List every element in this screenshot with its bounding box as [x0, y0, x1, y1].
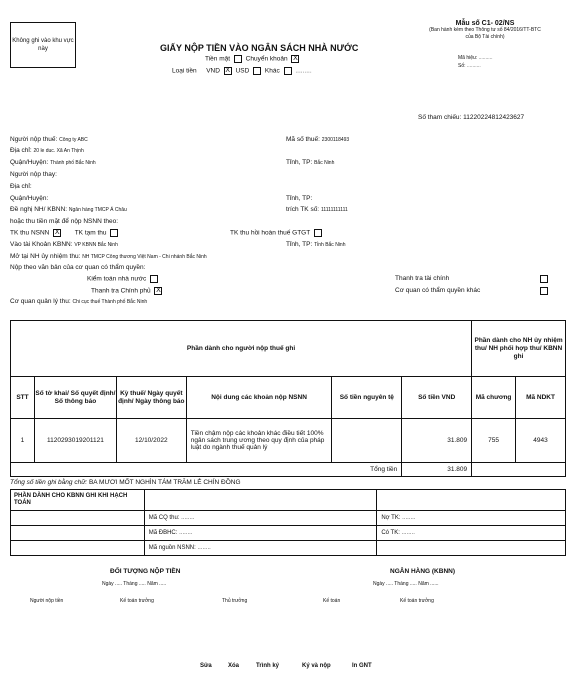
collecting-bank-value: NH TMCP Công thương Việt Nam - Chi nhánh Bắc Ninh	[82, 254, 207, 260]
thanh-tra-cp-label: Thanh tra Chính phủ	[91, 287, 151, 295]
payer-name-row	[10, 136, 88, 143]
sign-accountant: Kế toán	[323, 598, 341, 604]
kbnn-blank	[11, 541, 145, 556]
col-header: Số tiền nguyên tệ	[332, 377, 402, 419]
chuyen-khoan-label: Chuyển khoản	[245, 55, 288, 63]
form-note: (Ban hành kèm theo Thông tư số 84/2016/TT-BTC của Bộ Tài chính)	[429, 27, 541, 40]
collecting-bank-label: Mở tại NH ủy nhiệm thu:	[10, 253, 81, 260]
col-header: Số tiền VND	[402, 377, 472, 419]
khac-checkbox[interactable]	[284, 67, 292, 75]
proxy-province-label: Tỉnh, TP:	[286, 195, 313, 202]
ma-hieu: Mã hiệu: ..........	[458, 55, 493, 61]
province-label: Tỉnh, TP:	[286, 159, 313, 166]
proxy-province-row	[286, 195, 312, 202]
bank-date: Ngày ..... Tháng ..... Năm ......	[373, 581, 439, 587]
district-label: Quận/Huyện:	[10, 159, 49, 166]
thanh-tra-tc-checkbox[interactable]	[540, 275, 548, 283]
tien-mat-label: Tiền mặt	[205, 55, 231, 63]
payer-name-label: Người nộp thuế:	[10, 136, 58, 143]
treasury-account-value: VP KBNN Bắc Ninh	[74, 242, 118, 248]
usd-checkbox[interactable]	[253, 67, 261, 75]
district-row	[10, 159, 96, 166]
amount-in-words-label: Tổng số tiền ghi bằng chữ:	[10, 479, 88, 486]
thanh-tra-cp-row	[91, 287, 164, 295]
ma-cq-thu-label: Mã CQ thu:	[148, 515, 180, 521]
cell-ndkt: 4943	[516, 419, 566, 463]
thanh-tra-tc-row	[395, 275, 449, 282]
vnd-checkbox[interactable]: X	[225, 67, 231, 74]
bank-signature-title: NGÂN HÀNG (KBNN)	[390, 568, 455, 575]
proxy-address-label: Địa chỉ:	[10, 183, 32, 190]
tax-code-row	[286, 136, 349, 143]
reference-value: 11220224812423627	[463, 114, 525, 121]
kbnn-blank	[377, 541, 566, 556]
tk-hoan-checkbox[interactable]	[314, 229, 322, 237]
kbnn-blank	[377, 490, 566, 511]
amount-in-words-value: BA MƯƠI MỐT NGHÌN TÁM TRĂM LẺ CHÍN ĐỒNG	[88, 479, 241, 486]
tax-code-value: 2300118493	[321, 137, 350, 143]
submit-for-sign-button[interactable]: Trình ký	[256, 663, 280, 669]
co-quan-khac-label: Cơ quan có thẩm quyền khác	[395, 287, 481, 294]
kiem-toan-checkbox[interactable]	[150, 275, 158, 283]
ma-hieu-label: Mã hiệu:	[458, 55, 478, 61]
no-record-box	[10, 22, 76, 68]
col-header: Số tờ khai/ Số quyết định/ Số thông báo	[34, 377, 116, 419]
payer-section-header: Phần dành cho người nộp thuế ghi	[11, 321, 472, 377]
col-header: Nội dung các khoản nộp NSNN	[186, 377, 332, 419]
co-quan-khac-checkbox[interactable]	[540, 287, 548, 295]
tk-tam-thu-checkbox[interactable]	[110, 229, 118, 237]
account-debit-label: trích TK số:	[286, 206, 320, 213]
table-row	[11, 419, 566, 463]
loai-tien-label: Loại tiền	[172, 67, 197, 75]
payer-name-value: Công ty ABC	[59, 137, 88, 143]
proxy-district-row	[10, 195, 48, 202]
ma-dbhc-label: Mã ĐBHC:	[148, 530, 178, 536]
tk-tam-thu-label: TK tạm thu	[74, 229, 107, 237]
payment-method-row	[205, 55, 301, 63]
reference-label: Số tham chiếu:	[418, 114, 462, 121]
proxy-payer-row	[10, 171, 57, 178]
address-value: 20 le duc. Xã An Thịnh	[33, 148, 84, 154]
proxy-district-label: Quận/Huyện:	[10, 195, 49, 202]
sign-and-submit-button[interactable]: Ký và nộp	[302, 663, 331, 669]
form-title: GIẤY NỘP TIỀN VÀO NGÂN SÁCH NHÀ NƯỚC	[160, 43, 359, 53]
cell-period: 12/10/2022	[116, 419, 186, 463]
bank-section-header: Phần dành cho NH ủy nhiệm thu/ NH phối hợp thu/ KBNN ghi	[472, 321, 566, 377]
province-value: Bắc Ninh	[314, 160, 335, 166]
thanh-tra-tc-label: Thanh tra tài chính	[395, 275, 450, 282]
cell-doc-no: 1120293019201121	[34, 419, 116, 463]
chuyen-khoan-checkbox[interactable]: X	[293, 55, 298, 62]
tk-hoan-row	[230, 229, 324, 237]
usd-label: USD	[235, 67, 250, 75]
kbnn-blank	[144, 490, 377, 511]
treasury-account-row	[10, 241, 118, 248]
kbnn-title: PHẦN DÀNH CHO KBNN GHI KHI HẠCH TOÁN	[11, 490, 145, 511]
cell-stt: 1	[11, 419, 35, 463]
payment-table	[10, 320, 566, 477]
col-header: Mã NDKT	[516, 377, 566, 419]
co-quan-khac-box-wrap	[538, 287, 550, 295]
tax-authority-label: Cơ quan quản lý thu:	[10, 298, 71, 305]
authority-doc-row	[10, 264, 145, 271]
kiem-toan-row	[87, 275, 160, 283]
kiem-toan-label: Kiểm toán nhà nước	[87, 275, 147, 283]
proxy-address-row	[10, 183, 32, 190]
province-row	[286, 159, 334, 166]
total-empty	[472, 463, 566, 477]
so-number: Số: ..........	[458, 63, 481, 69]
table-header-row	[11, 377, 566, 419]
thanh-tra-cp-checkbox[interactable]: X	[156, 287, 161, 294]
form-number-block	[405, 20, 565, 41]
khac-label: Khác	[264, 67, 280, 75]
tk-thu-nsnn-label: TK thu NSNN	[10, 229, 50, 237]
currency-row: Loại tiền VND X USD Khác .........	[172, 67, 312, 75]
payer-signature-title: ĐỐI TƯỢNG NỘP TIỀN	[110, 568, 181, 575]
authority-doc-label: Nộp theo văn bản của cơ quan có thẩm quyền:	[10, 264, 146, 271]
print-gnt-button[interactable]: In GNT	[352, 663, 372, 669]
sign-payer: Người nộp tiền	[30, 598, 64, 604]
co-tk-label: Có TK:	[381, 530, 400, 536]
payer-date: Ngày ..... Tháng ..... Năm .....	[102, 581, 167, 587]
vnd-label: VND	[206, 67, 220, 75]
cell-chapter: 755	[472, 419, 516, 463]
total-value: 31.809	[402, 463, 472, 477]
kbnn-blank	[11, 526, 145, 541]
kbnn-table: PHẦN DÀNH CHO KBNN GHI KHI HẠCH TOÁN Mã CQ thu: ........ Nợ TK: ........ Mã ĐBHC: ........ Có TK: ........ Mã nguồn NSNN: ........	[10, 489, 566, 556]
tax-code-label: Mã số thuế:	[286, 136, 320, 143]
account-debit-value: 11111111111	[320, 207, 348, 213]
sign-chief-accountant: Kế toán trưởng	[120, 598, 154, 604]
col-header: Mã chương	[472, 377, 516, 419]
bank-request-label: Đề nghị NH/ KBNN:	[10, 206, 68, 213]
col-header: Kỳ thuế/ Ngày quyết định/ Ngày thông báo	[116, 377, 186, 419]
sign-bank-chief-accountant: Kế toán trưởng	[400, 598, 434, 604]
ma-nguon-label: Mã nguồn NSNN:	[148, 545, 196, 551]
tax-authority-row	[10, 298, 147, 305]
treasury-province-value: Tỉnh Bắc Ninh	[314, 242, 346, 248]
collecting-bank-row	[10, 253, 207, 260]
tk-hoan-label: TK thu hồi hoàn thuế GTGT	[230, 229, 311, 237]
district-value: Thành phố Bắc Ninh	[50, 160, 96, 166]
edit-button[interactable]: Sửa	[200, 663, 212, 669]
account-debit-row	[286, 206, 348, 213]
thanh-tra-tc-box-wrap	[538, 275, 550, 283]
treasury-province-label: Tỉnh, TP:	[286, 241, 313, 248]
so-label: Số:	[458, 63, 466, 69]
no-tk-label: Nợ TK:	[381, 515, 401, 521]
reference-number	[418, 114, 524, 121]
total-row	[11, 463, 566, 477]
bank-request-row	[10, 206, 127, 213]
total-label: Tổng tiền	[11, 463, 402, 477]
address-label: Địa chỉ:	[10, 147, 32, 154]
proxy-payer-label: Người nộp thay:	[10, 171, 57, 178]
bank-request-value: Ngân hàng TMCP Á Châu	[68, 207, 127, 213]
co-quan-khac-row	[395, 287, 480, 294]
cell-foreign-amount	[332, 419, 402, 463]
amount-in-words	[10, 479, 241, 486]
kbnn-blank	[11, 511, 145, 526]
col-header: STT	[11, 377, 35, 419]
form-number: Mẫu số C1- 02/NS	[455, 20, 515, 27]
cash-collect-row	[10, 218, 118, 225]
tk-thu-nsnn-checkbox[interactable]: X	[54, 229, 60, 236]
cell-vnd-amount: 31.809	[402, 419, 472, 463]
delete-button[interactable]: Xóa	[228, 663, 240, 669]
treasury-account-label: Vào tài Khoản KBNN:	[10, 241, 73, 248]
no-record-text: Không ghi vào khu vực này	[12, 38, 74, 52]
sign-head: Thủ trưởng	[222, 598, 248, 604]
tien-mat-checkbox[interactable]	[234, 55, 242, 63]
cash-collect-label: hoặc thu tiền mặt để nộp NSNN theo:	[10, 218, 119, 225]
tax-authority-value: Chi cục thuế Thành phố Bắc Ninh	[72, 299, 148, 305]
treasury-province-row	[286, 241, 345, 248]
address-row	[10, 147, 84, 154]
cell-content: Tiền chậm nộp các khoản khác điều tiết 100% ngân sách trung ương theo quy định của pháp luật do ngành thuế quản lý	[186, 419, 332, 463]
